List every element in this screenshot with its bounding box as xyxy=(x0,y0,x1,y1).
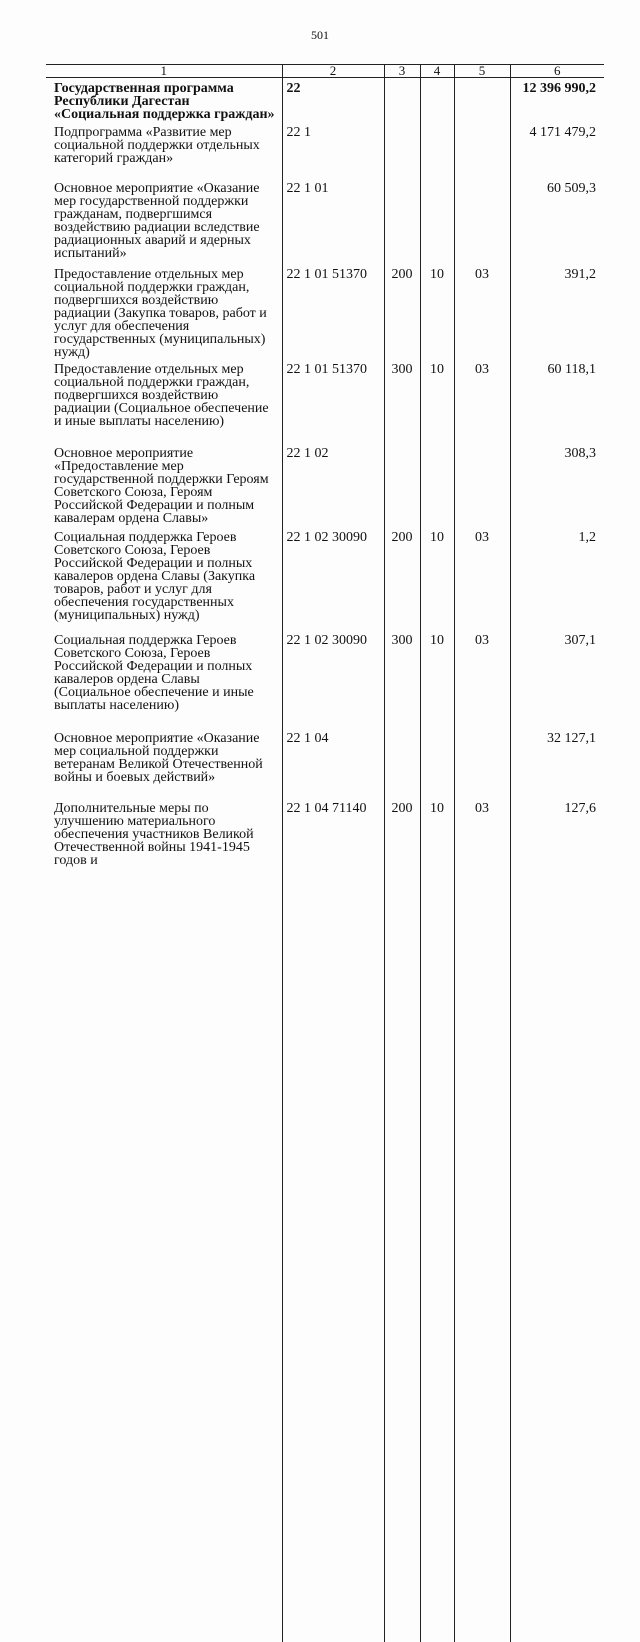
row-amount: 12 396 990,2 xyxy=(510,78,604,123)
row-name: Основное мероприятие «Предоставление мер государственной поддержки Героям Советского Союза, Героям Российской Федерации и полным кавалерам ордена Славы» xyxy=(46,443,282,527)
row-amount: 60 118,1 xyxy=(510,359,604,443)
row-name: Социальная поддержка Героев Советского Союза, Героев Российской Федерации и полных кавалеров ордена Славы (Закупка товаров, работ и услуг для обеспечения государственных (муниципальных) нужд) xyxy=(46,527,282,630)
row-target-code: 22 1 02 xyxy=(282,443,384,527)
row-expense-type xyxy=(384,78,420,123)
row-amount: 307,1 xyxy=(510,630,604,728)
row-target-code: 22 1 01 xyxy=(282,178,384,264)
row-expense-type xyxy=(384,178,420,264)
row-name: Предоставление отдельных мер социальной поддержки граждан, подвергшихся воздействию радиации (Закупка товаров, работ и услуг для обеспечения государственных (муниципальных) нужд) xyxy=(46,264,282,359)
row-target-code: 22 1 01 51370 xyxy=(282,264,384,359)
row-target-code: 22 1 02 30090 xyxy=(282,630,384,728)
column-header-2: 2 xyxy=(282,65,384,78)
row-section xyxy=(420,122,454,178)
row-subsection xyxy=(454,728,510,798)
row-section xyxy=(420,728,454,798)
row-section: 10 xyxy=(420,527,454,630)
row-amount: 4 171 479,2 xyxy=(510,122,604,178)
table-row xyxy=(46,728,604,798)
row-section: 10 xyxy=(420,630,454,728)
column-header-5: 5 xyxy=(454,65,510,78)
row-target-code: 22 1 04 71140 xyxy=(282,798,384,1642)
row-subsection xyxy=(454,443,510,527)
table-row xyxy=(46,630,604,728)
table-row xyxy=(46,798,604,1642)
row-subsection: 03 xyxy=(454,527,510,630)
column-header-6: 6 xyxy=(510,65,604,78)
row-target-code: 22 xyxy=(282,78,384,123)
row-name: Социальная поддержка Героев Советского Союза, Героев Российской Федерации и полных кавалеров ордена Славы (Социальное обеспечение и иные выплаты населению) xyxy=(46,630,282,728)
row-expense-type: 200 xyxy=(384,527,420,630)
row-target-code: 22 1 01 51370 xyxy=(282,359,384,443)
row-section xyxy=(420,443,454,527)
column-header-4: 4 xyxy=(420,65,454,78)
row-target-code: 22 1 02 30090 xyxy=(282,527,384,630)
row-target-code: 22 1 xyxy=(282,122,384,178)
page-number: 501 xyxy=(0,28,640,43)
row-section: 10 xyxy=(420,359,454,443)
row-expense-type: 200 xyxy=(384,264,420,359)
row-subsection: 03 xyxy=(454,264,510,359)
table-header xyxy=(46,65,604,78)
row-amount: 391,2 xyxy=(510,264,604,359)
table-body xyxy=(46,78,604,1642)
table-row xyxy=(46,178,604,264)
row-amount: 127,6 xyxy=(510,798,604,1642)
row-expense-type: 200 xyxy=(384,798,420,1642)
column-header-3: 3 xyxy=(384,65,420,78)
row-name: Предоставление отдельных мер социальной поддержки граждан, подвергшихся воздействию радиации (Социальное обеспечение и иные выплаты населению) xyxy=(46,359,282,443)
row-amount: 1,2 xyxy=(510,527,604,630)
table-row xyxy=(46,359,604,443)
row-amount: 60 509,3 xyxy=(510,178,604,264)
budget-table-container xyxy=(46,64,604,905)
budget-table xyxy=(46,64,604,1642)
row-subsection: 03 xyxy=(454,798,510,1642)
row-section xyxy=(420,178,454,264)
row-name: Подпрограмма «Развитие мер социальной поддержки отдельных категорий граждан» xyxy=(46,122,282,178)
row-subsection xyxy=(454,178,510,264)
row-expense-type xyxy=(384,443,420,527)
row-name: Основное мероприятие «Оказание мер социальной поддержки ветеранам Великой Отечественной войны и боевых действий» xyxy=(46,728,282,798)
row-name: Государственная программа Республики Дагестан «Социальная поддержка граждан» xyxy=(46,78,282,123)
table-row xyxy=(46,122,604,178)
column-header-1: 1 xyxy=(46,65,282,78)
row-expense-type: 300 xyxy=(384,359,420,443)
row-subsection: 03 xyxy=(454,630,510,728)
table-row xyxy=(46,78,604,123)
row-expense-type xyxy=(384,728,420,798)
row-subsection xyxy=(454,78,510,123)
row-subsection xyxy=(454,122,510,178)
table-row xyxy=(46,527,604,630)
row-subsection: 03 xyxy=(454,359,510,443)
column-number-row xyxy=(46,65,604,78)
row-expense-type: 300 xyxy=(384,630,420,728)
row-section: 10 xyxy=(420,798,454,1642)
table-row xyxy=(46,264,604,359)
table-row xyxy=(46,443,604,527)
row-amount: 32 127,1 xyxy=(510,728,604,798)
row-target-code: 22 1 04 xyxy=(282,728,384,798)
row-section: 10 xyxy=(420,264,454,359)
row-amount: 308,3 xyxy=(510,443,604,527)
row-name: Основное мероприятие «Оказание мер государственной поддержки гражданам, подвергшимся воздействию радиации вследствие радиационных аварий и ядерных испытаний» xyxy=(46,178,282,264)
row-name: Дополнительные меры по улучшению материального обеспечения участников Великой Отечественной войны 1941-1945 годов и xyxy=(46,798,282,1642)
row-expense-type xyxy=(384,122,420,178)
row-section xyxy=(420,78,454,123)
